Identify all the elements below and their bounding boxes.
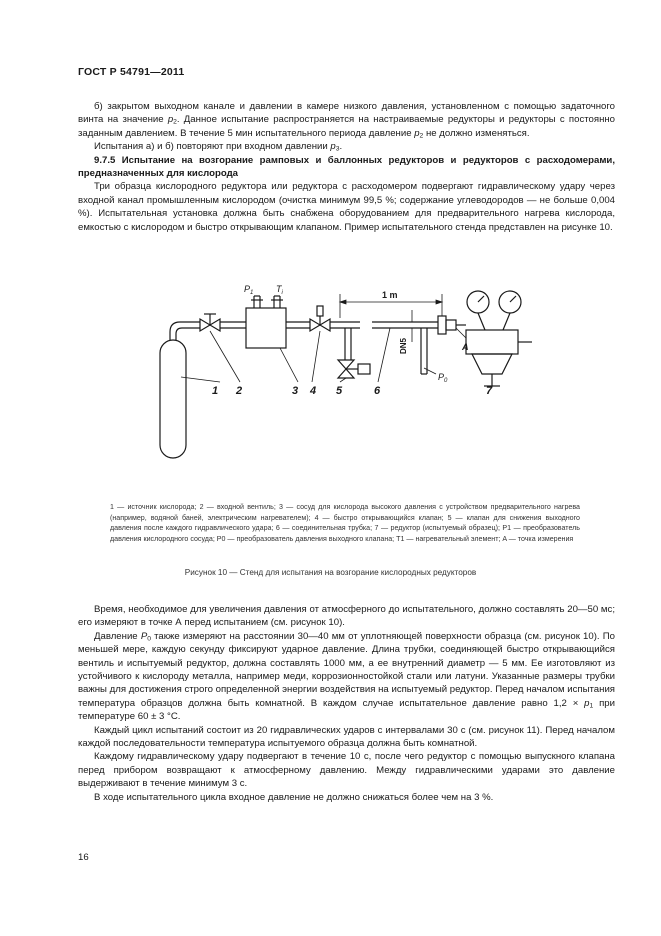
- paragraph-time: Время, необходимое для увеличения давления от атмосферного до испытательного, должно составлять 20—50 мс; его измеряют в точке А перед испытанием (см. рисунок 10).: [78, 604, 615, 629]
- label-a: A: [462, 342, 469, 352]
- label-p1: $P_1$: [244, 284, 254, 296]
- paragraph-b: б) закрытом выходном канале и давлении в камере низкого давления, установленном с помощью задаточного винта на значение $p_2$. Данное испытание распространяется на настраиваемые редукторы и редукторы с постоянно заданным давлением. В течение 5 мин испытательного периода давление $p_2$ не должно изменяться.: [78, 101, 615, 140]
- paragraph-intro: Три образца кислородного редуктора или редуктора с расходомером подвергают гидравлическому удару через входной канал промышленным кислородом (очистка минимум 99,5 %; содержание углеводородов — не больше 0,004 %). Испытательная установка должна быть снабжена оборудованием для предварительного нагрева кислорода, емкостью с кислородом и быстро открывающим клапаном. Пример испытательного стенда представлен на рисунке 10.: [78, 181, 615, 233]
- callout-1: 1: [212, 385, 219, 397]
- document-header: ГОСТ Р 54791—2011: [78, 66, 185, 78]
- callout-3: 3: [292, 385, 299, 397]
- label-dn5: DN5: [399, 337, 408, 354]
- callout-4: 4: [310, 385, 317, 397]
- test-regulator: [466, 330, 518, 354]
- callout-2: 2: [236, 385, 243, 397]
- section-heading: 9.7.5 Испытание на возгорание рамповых и баллонных редукторов и редукторов с расходомерами, предназначенных для кислорода: [78, 154, 615, 180]
- figure-caption: Рисунок 10 — Стенд для испытания на возгорание кислородных редукторов: [184, 568, 477, 577]
- page-number: 16: [78, 852, 89, 863]
- callout-5: 5: [336, 385, 343, 397]
- figure-legend: 1 — источник кислорода; 2 — входной вентиль; 3 — сосуд для кислорода высокого давления с устройством предварительного нагрева (например, водяной баней, электрическим нагревателем); 4 — быстро открывающийся клапан; 5 — клапан для снижения выходного давления после каждого гидравлического удара; 6 — соединительная трубка; 7 — редуктор (испытуемый образец); P1 — преобразователь давления кислородного сосуда; P0 — преобразователь давления выходного клапана; T1 — нагревательный элемент; A — точка измерения: [110, 503, 580, 543]
- callout-6: 6: [374, 385, 381, 397]
- top-text-block: [78, 100, 615, 234]
- label-t1: $T_i$: [276, 284, 283, 296]
- paragraph-pressure: Давление $P_0$ также измеряют на расстоянии 30—40 мм от уплотняющей поверхности образца (см. рисунок 10). По меньшей мере, каждую секунду фиксируют ударное давление. Длина трубки, соединяющей быстро открывающийся вентиль и испытуемый редуктор, должна составлять 1000 мм, а ее внутренний диаметр — 5 мм. Ее изготовляют из устойчивого к кислороду металла, например меди, коррозионностойкой стали или латуни. Указанные размеры трубки важны для достижения строго определенной энергии воздействия на испытуемый редуктор. Перед началом испытания температура образцов должна быть комнатной. В каждом случае испытательное давление равно $1,2 \times p_1$ при температуре 60 ± 3 °С.: [78, 630, 615, 723]
- oxygen-cylinder: [160, 340, 186, 458]
- label-1m: 1 m: [382, 290, 398, 300]
- inlet-pipe: [170, 322, 200, 340]
- paragraph-inlet-drop: В ходе испытательного цикла входное давление не должно снижаться более чем на 3 %.: [94, 791, 494, 803]
- paragraph-repeat: Испытания а) и б) повторяют при входном давлении $p_3$.: [94, 141, 343, 153]
- callout-7: 7: [486, 385, 493, 397]
- paragraph-cycle: Каждый цикл испытаний состоит из 20 гидравлических ударов с интервалами 30 с (см. рисунок 11). Перед началом каждой последовательности температура испытуемого образца должна быть комнатной.: [78, 724, 615, 750]
- label-p0: $P_0$: [438, 372, 448, 384]
- bottom-text-block: [78, 603, 615, 804]
- high-pressure-vessel: [246, 308, 286, 348]
- test-stand-diagram: [140, 282, 560, 480]
- paragraph-impact: Каждому гидравлическому удару подвергают в течение 10 с, после чего редуктор с помощью выпускного клапана перед прибором возвращают к атмосферному давлению. Между гидравлическими ударами это давление выдерживают в течение минимум 3 с.: [78, 751, 615, 790]
